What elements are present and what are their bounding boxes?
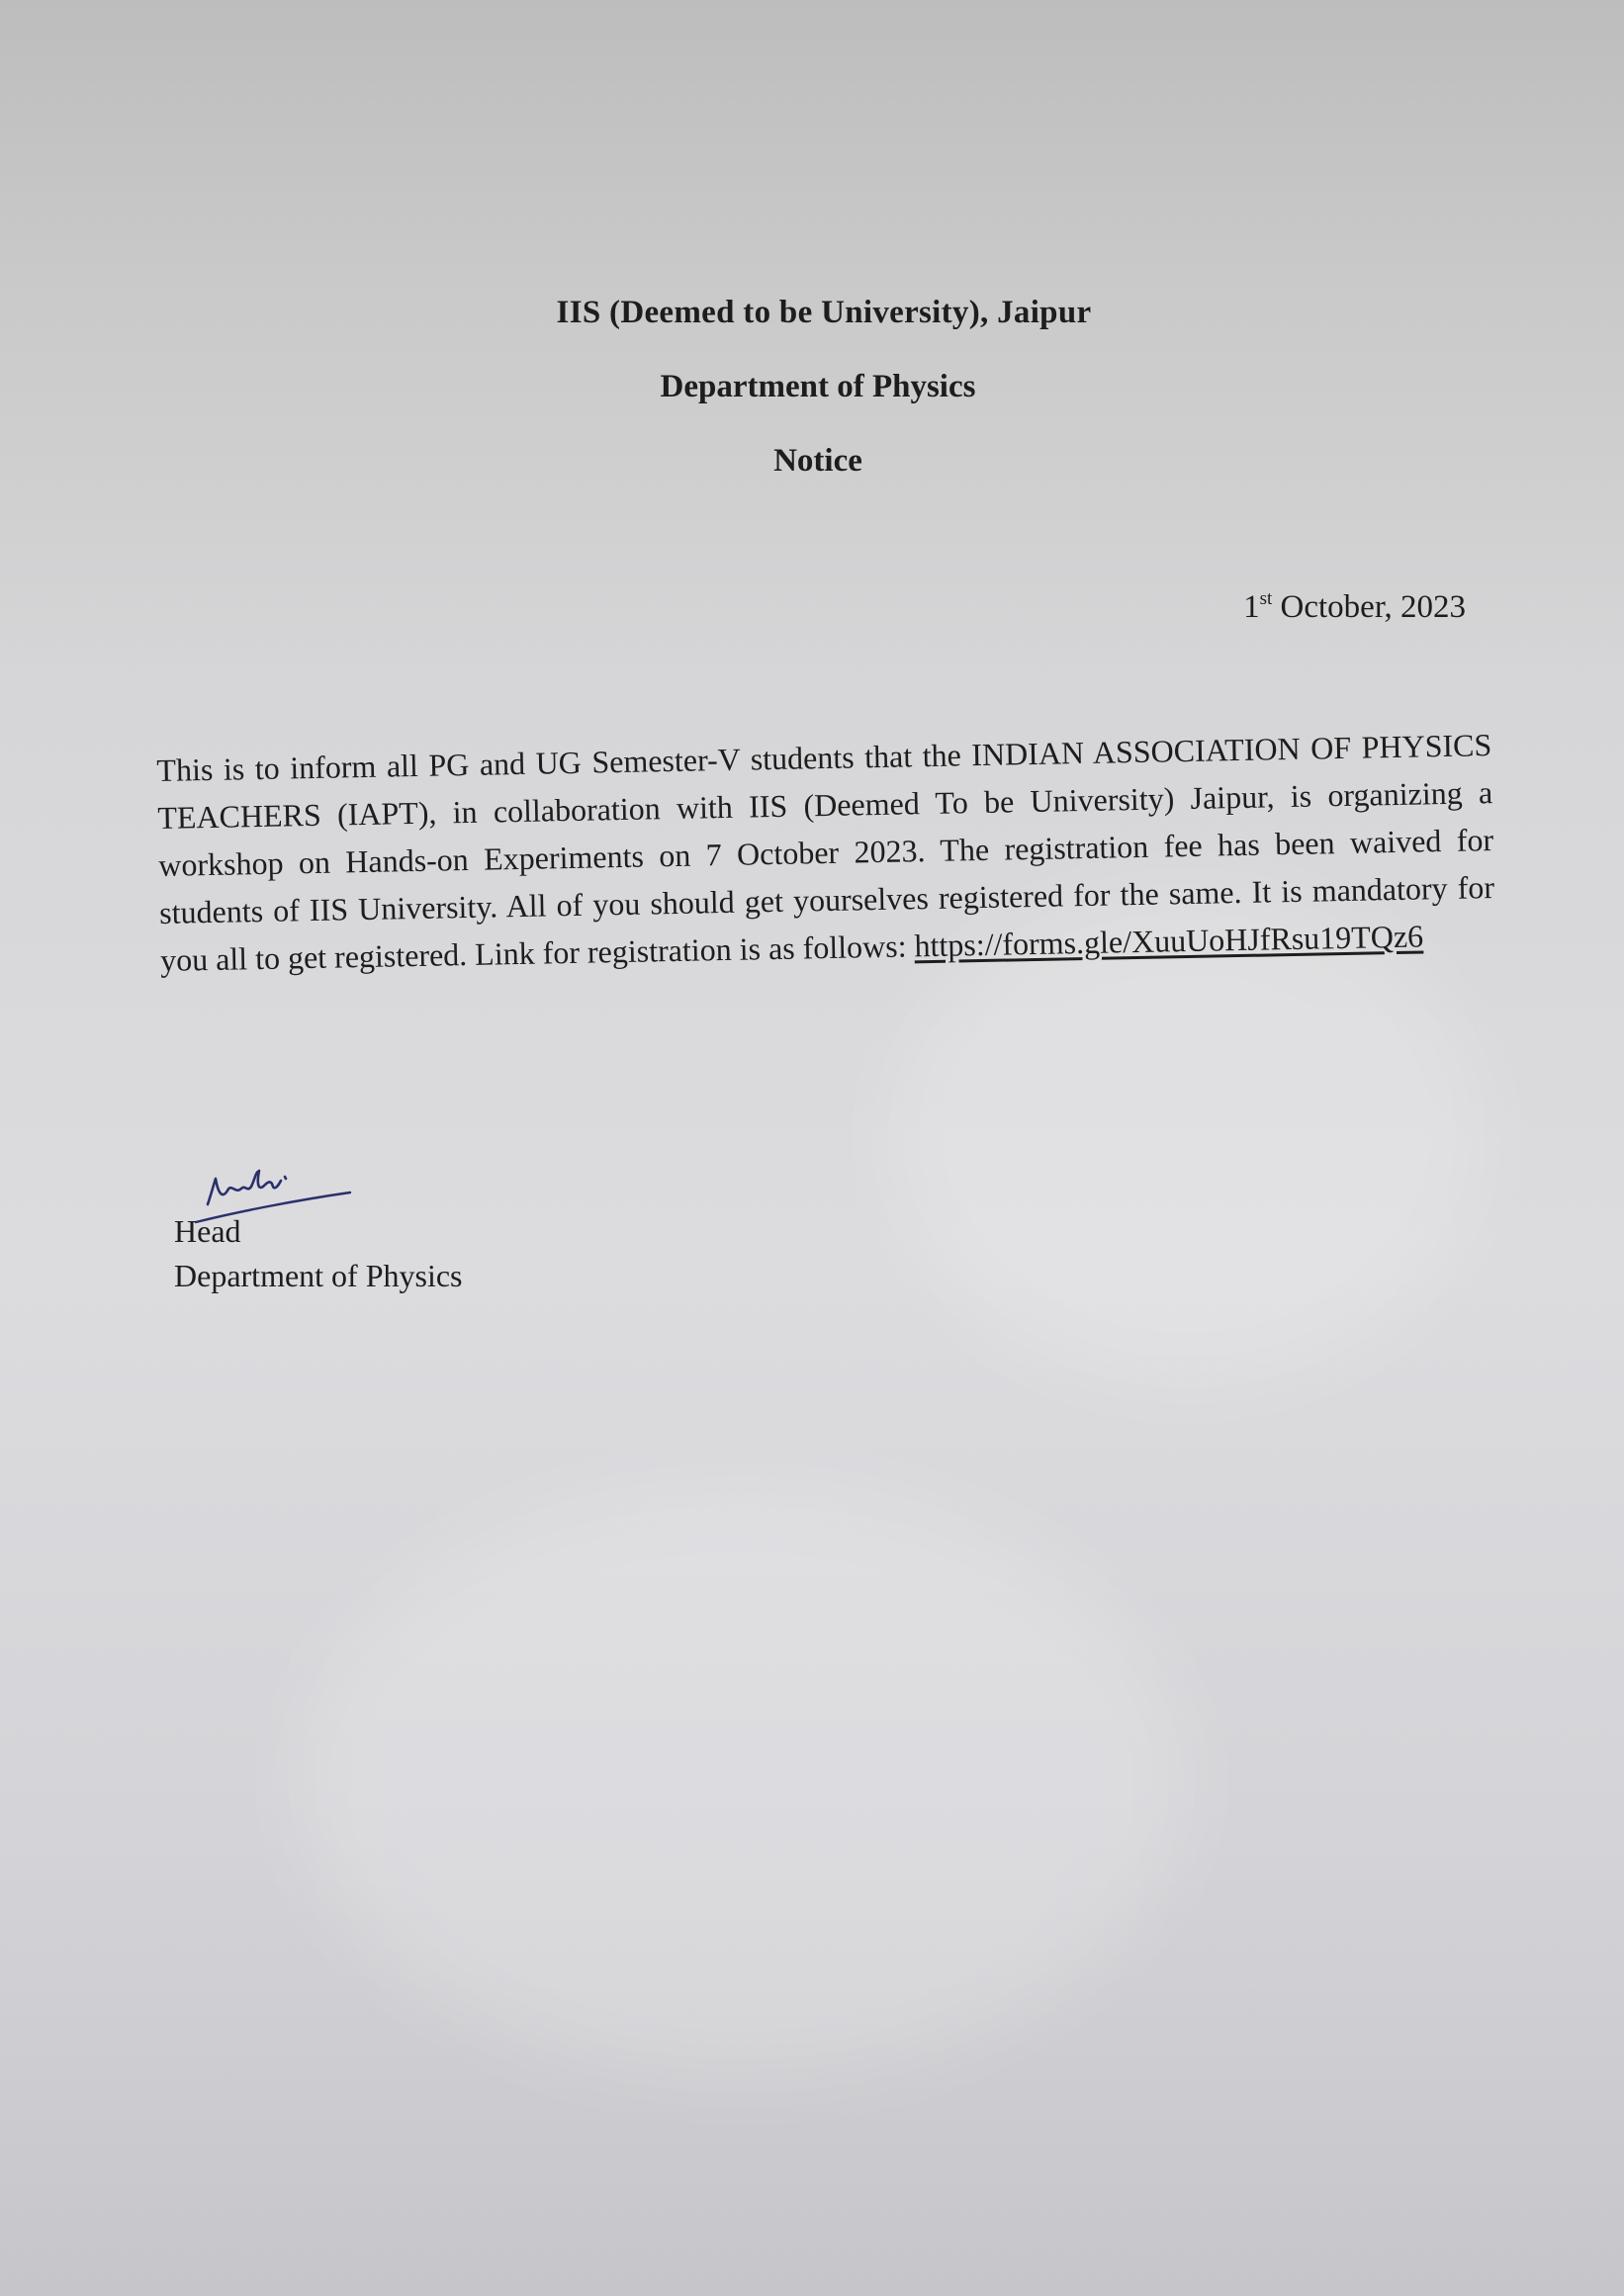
date-month-year: October, 2023: [1272, 589, 1466, 625]
department-heading: Department of Physics: [660, 369, 976, 404]
paper-highlight: [297, 1483, 1187, 2076]
notice-date: [1243, 588, 1466, 626]
institution-heading: IIS (Deemed to be University), Jaipur: [556, 295, 1092, 330]
date-suffix: st: [1259, 588, 1273, 609]
registration-link[interactable]: https://forms.gle/XuuUoHJfRsu19TQz6: [914, 918, 1424, 964]
signatory-title: Head: [174, 1213, 241, 1249]
date-day: 1: [1243, 589, 1260, 625]
notice-title: Notice: [773, 443, 862, 479]
notice-body: [156, 721, 1495, 984]
signatory-department: Department of Physics: [174, 1258, 463, 1293]
notice-body-text: This is to inform all PG and UG Semester-V students that the INDIAN ASSOCIATION OF PHYSICS TEACHERS (IAPT), in collaboration with IIS (Deemed To be University) Jaipur, is organizing a workshop on Hands-on Experiments on 7 October 2023. The registration fee has been waived for students of IIS University. All of you should get yourselves registered for the same. It is mandatory for you all to get registered. Link for registration is as follows:: [156, 727, 1495, 978]
